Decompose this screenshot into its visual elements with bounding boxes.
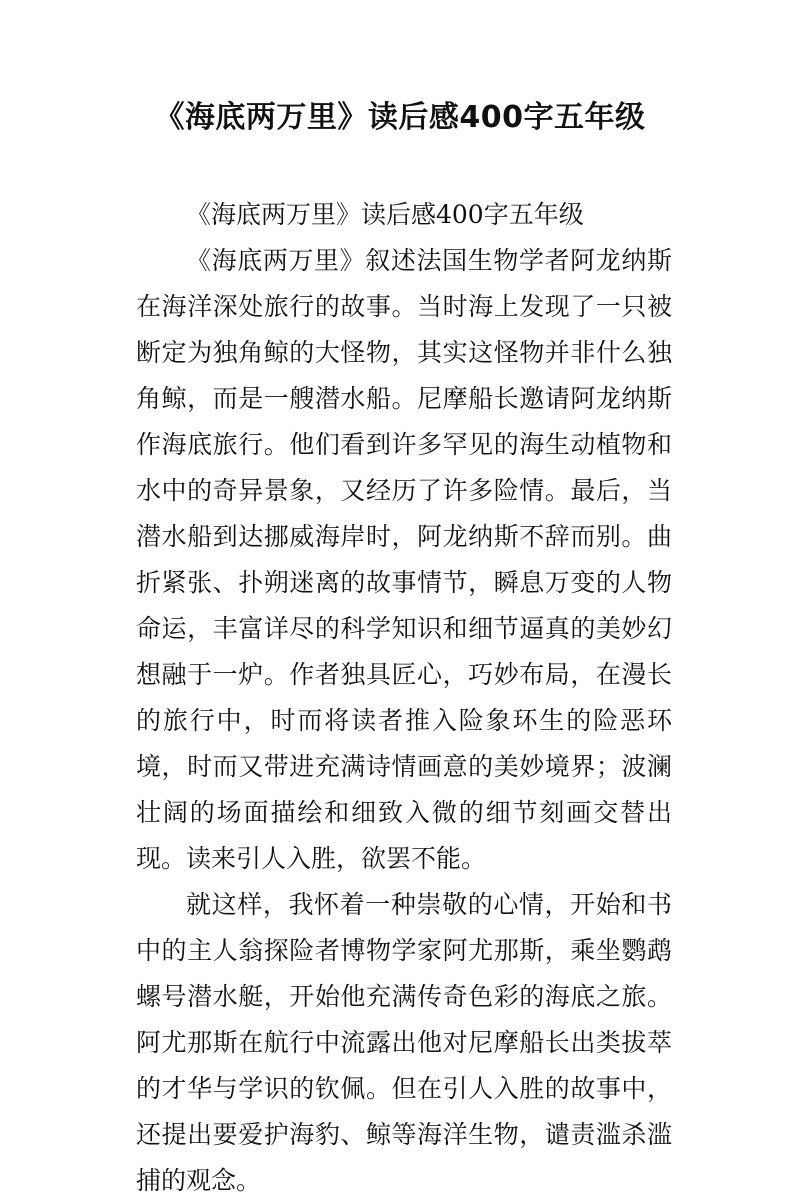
document-body <box>136 192 672 1204</box>
document-title: 《海底两万里》读后感400字五年级 <box>154 100 646 135</box>
body-paragraph: 就这样，我怀着一种崇敬的心情，开始和书中的主人翁探险者博物学家阿尤那斯，乘坐鹦鹉螺号潜水艇，开始他充满传奇色彩的海底之旅。阿尤那斯在航行中流露出他对尼摩船长出类拔萃的才华与学识的钦佩。但在引人入胜的故事中，还提出要爱护海豹、鲸等海洋生物，谴责滥杀滥捕的观念。 <box>136 890 672 1195</box>
subtitle-paragraph: 《海底两万里》读后感400字五年级 <box>186 200 584 229</box>
body-paragraph: 《海底两万里》叙述法国生物学者阿龙纳斯在海洋深处旅行的故事。当时海上发现了一只被断定为独角鲸的大怪物，其实这怪物并非什么独角鲸，而是一艘潜水船。尼摩船长邀请阿龙纳斯作海底旅行。他们看到许多罕见的海生动植物和水中的奇异景象，又经历了许多险情。最后，当潜水船到达挪威海岸时，阿龙纳斯不辞而别。曲折紧张、扑朔迷离的故事情节，瞬息万变的人物命运，丰富详尽的科学知识和细节逼真的美妙幻想融于一炉。作者独具匠心，巧妙布局，在漫长的旅行中，时而将读者推入险象环生的险恶环境，时而又带进充满诗情画意的美妙境界；波澜壮阔的场面描绘和细致入微的细节刻画交替出现。读来引人入胜，欲罢不能。 <box>136 246 672 873</box>
